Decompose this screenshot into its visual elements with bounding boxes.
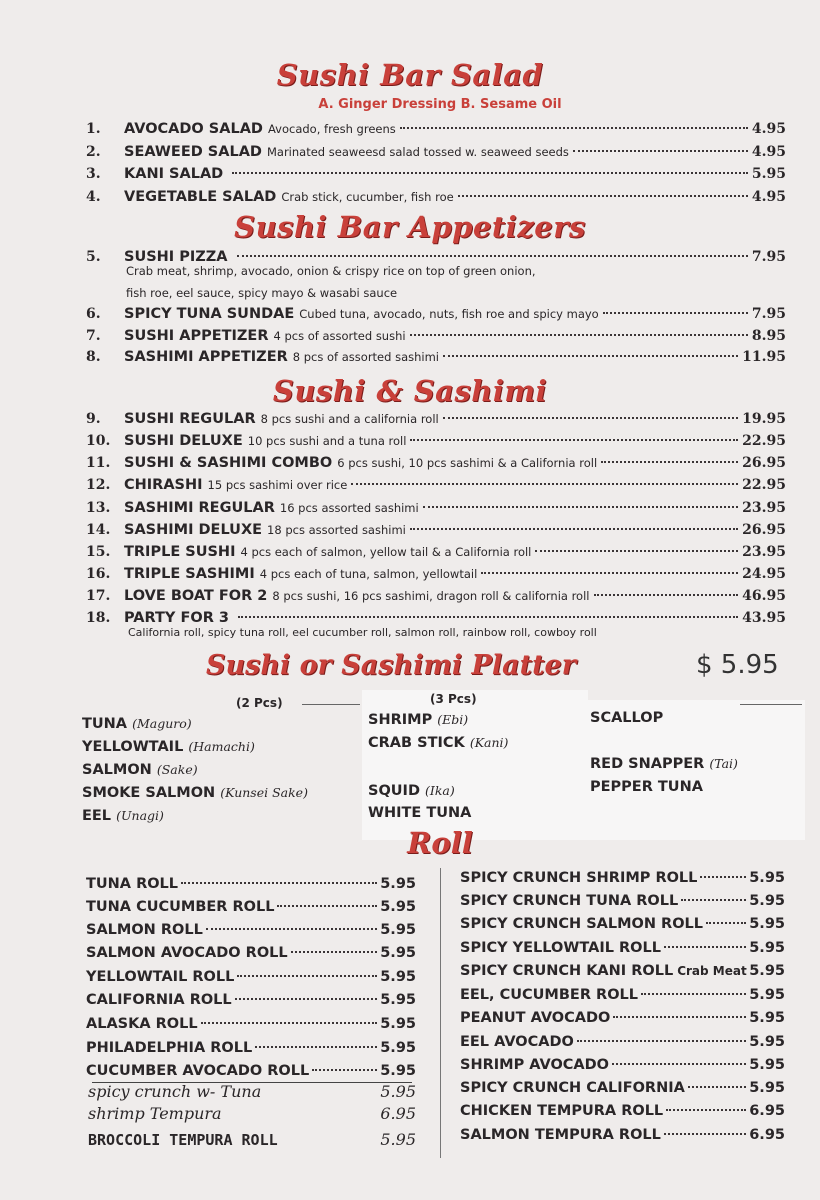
menu-item-row (86, 411, 786, 433)
roll-name: SALMON TEMPURA ROLL (460, 1127, 661, 1143)
platter-item (368, 712, 468, 728)
item-price: 4.95 (751, 144, 786, 160)
platter-item-japanese-name: (Tai) (709, 756, 738, 771)
dot-leader (688, 1086, 746, 1088)
dot-leader (255, 1046, 377, 1048)
handwritten-roll-row (88, 1082, 416, 1104)
roll-price: 5.95 (749, 940, 785, 956)
item-name: SPICY TUNA SUNDAE (124, 306, 295, 322)
item-number: 4. (86, 189, 101, 205)
item-price: 46.95 (742, 588, 786, 604)
item-name: SASHIMI APPETIZER (124, 349, 288, 365)
roll-name: EEL AVOCADO (460, 1034, 574, 1050)
roll-name: ALASKA ROLL (86, 1016, 198, 1032)
item-description: 8 pcs of assorted sashimi (292, 350, 439, 364)
roll-item-row (86, 876, 416, 898)
item-number: 5. (86, 249, 101, 265)
item-number: 18. (86, 610, 111, 626)
handwritten-roll-price: 5.95 (380, 1082, 416, 1101)
roll-name: TUNA ROLL (86, 876, 179, 892)
item-price: 7.95 (751, 306, 786, 322)
item-description: Avocado, fresh greens (267, 122, 396, 136)
item-name: SUSHI DELUXE (124, 433, 243, 449)
item-number: 10. (86, 433, 111, 449)
item-description: 4 pcs each of salmon, yellow tail & a California roll (240, 545, 532, 559)
dot-leader (291, 951, 378, 953)
item-description: 4 pcs each of tuna, salmon, yellowtail (259, 567, 478, 581)
menu-item-row (86, 349, 786, 371)
platter-item-name: SCALLOP (590, 710, 664, 726)
item-name: PARTY FOR 3 (124, 610, 230, 626)
roll-name: SPICY CRUNCH TUNA ROLL (460, 893, 679, 909)
item-number: 13. (86, 500, 111, 516)
menu-item-row (86, 121, 786, 143)
item-price: 24.95 (742, 566, 786, 582)
dot-leader (577, 1040, 746, 1042)
roll-item-row (460, 1127, 785, 1149)
menu-item-row (86, 566, 786, 588)
roll-price: 5.95 (380, 1016, 416, 1032)
platter-item-name: SHRIMP (368, 712, 433, 728)
menu-item-row (86, 306, 786, 328)
dot-leader (573, 150, 748, 152)
roll-name: PHILADELPHIA ROLL (86, 1040, 253, 1056)
item-number: 14. (86, 522, 111, 538)
section-title-salad: Sushi Bar Salad (276, 58, 544, 92)
dot-leader (181, 882, 377, 884)
item-number: 17. (86, 588, 111, 604)
item-description: 18 pcs assorted sashimi (267, 523, 406, 537)
platter-item (368, 735, 508, 751)
platter-item-japanese-name: (Unagi) (116, 808, 164, 823)
item-name: KANI SALAD (124, 166, 224, 182)
pizza-description-line-1: Crab meat, shrimp, avocado, onion & crispy rice on top of green onion, (126, 264, 536, 278)
platter-item (590, 756, 738, 772)
item-price: 23.95 (742, 500, 786, 516)
dot-leader (700, 876, 746, 878)
menu-item-row (86, 433, 786, 455)
item-description: Cubed tuna, avocado, nuts, fish roe and spicy mayo (299, 307, 599, 321)
roll-price: 5.95 (380, 1063, 416, 1079)
platter-item-name: YELLOWTAIL (82, 739, 184, 755)
menu-item-row (86, 189, 786, 211)
two-pieces-label: (2 Pcs) (236, 696, 283, 710)
platter-item-name: WHITE TUNA (368, 805, 472, 821)
dot-leader (235, 998, 378, 1000)
roll-item-row (460, 1080, 785, 1102)
item-name: VEGETABLE SALAD (124, 189, 277, 205)
platter-item-japanese-name: (Ika) (425, 783, 455, 798)
dot-leader (681, 899, 746, 901)
dot-leader (443, 355, 738, 357)
roll-price: 5.95 (749, 1034, 785, 1050)
roll-item-row (460, 940, 785, 962)
roll-price: 5.95 (749, 916, 785, 932)
item-price: 19.95 (742, 411, 786, 427)
item-description: Marinated seaweesd salad tossed w. seaweed seeds (266, 145, 569, 159)
item-number: 7. (86, 328, 101, 344)
platter-item (82, 808, 164, 824)
roll-item-row (460, 1010, 785, 1032)
roll-item-row (460, 1034, 785, 1056)
item-price: 43.95 (742, 610, 786, 626)
item-number: 6. (86, 306, 101, 322)
platter-item-name: SMOKE SALMON (82, 785, 216, 801)
dot-leader (603, 312, 748, 314)
item-number: 3. (86, 166, 101, 182)
dot-leader (481, 572, 738, 574)
roll-item-row (460, 963, 785, 985)
menu-item-row (86, 544, 786, 566)
roll-price: 5.95 (380, 945, 416, 961)
platter-item (82, 785, 308, 801)
roll-item-row (460, 987, 785, 1009)
platter-item-japanese-name: (Kani) (469, 735, 509, 750)
dot-leader (641, 993, 746, 995)
dot-leader (664, 946, 746, 948)
roll-name: SALMON AVOCADO ROLL (86, 945, 288, 961)
section-title-sushi-sashimi: Sushi & Sashimi (272, 374, 548, 408)
platter-item-japanese-name: (Ebi) (437, 712, 469, 727)
section-title-appetizers: Sushi Bar Appetizers (234, 210, 586, 244)
platter-item-name: SQUID (368, 783, 420, 799)
dot-leader (277, 905, 377, 907)
section-title-platter: Sushi or Sashimi Platter (206, 650, 576, 681)
item-number: 16. (86, 566, 111, 582)
roll-price: 5.95 (749, 1057, 785, 1073)
dot-leader (410, 439, 738, 441)
dot-leader (666, 1109, 746, 1111)
roll-item-row (86, 1040, 416, 1062)
platter-item-name: EEL (82, 808, 112, 824)
handwritten-roll-name: shrimp Tempura (88, 1104, 222, 1123)
roll-item-row (460, 893, 785, 915)
three-pieces-label: (3 Pcs) (430, 692, 477, 706)
item-name: CHIRASHI (124, 477, 203, 493)
menu-item-row (86, 455, 786, 477)
dot-leader (206, 928, 377, 930)
roll-item-row (86, 899, 416, 921)
item-price: 8.95 (751, 328, 786, 344)
roll-price: 5.95 (380, 1040, 416, 1056)
dot-leader (423, 506, 738, 508)
platter-item-japanese-name: (Sake) (156, 762, 198, 777)
menu-item-row (86, 144, 786, 166)
item-description: 8 pcs sushi, 16 pcs sashimi, dragon roll & california roll (272, 589, 590, 603)
menu-item-row (86, 166, 786, 188)
roll-price: 6.95 (749, 1127, 785, 1143)
dot-leader (237, 975, 377, 977)
item-description: 6 pcs sushi, 10 pcs sashimi & a California roll (337, 456, 598, 470)
roll-price: 5.95 (749, 1080, 785, 1096)
handwritten-roll-row (88, 1104, 416, 1126)
roll-name: CALIFORNIA ROLL (86, 992, 232, 1008)
roll-name: SPICY YELLOWTAIL ROLL (460, 940, 661, 956)
item-price: 7.95 (751, 249, 786, 265)
item-name: SUSHI REGULAR (124, 411, 256, 427)
platter-item-japanese-name: (Maguro) (132, 716, 192, 731)
pizza-description-line-2: fish roe, eel sauce, spicy mayo & wasabi sauce (126, 286, 398, 300)
roll-item-row (460, 1103, 785, 1125)
dot-leader (612, 1063, 746, 1065)
dot-leader (201, 1022, 378, 1024)
item-name: SUSHI PIZZA (124, 249, 228, 265)
section-title-roll: Roll (407, 826, 473, 860)
roll-price: 5.95 (380, 992, 416, 1008)
platter-item-name: TUNA (82, 716, 128, 732)
item-name: TRIPLE SASHIMI (124, 566, 255, 582)
item-price: 4.95 (751, 121, 786, 137)
item-number: 8. (86, 349, 101, 365)
roll-name: SPICY CRUNCH CALIFORNIA (460, 1080, 685, 1096)
dot-leader (458, 195, 748, 197)
item-name: SEAWEED SALAD (124, 144, 262, 160)
item-number: 11. (86, 455, 111, 471)
handwritten-roll-price: 6.95 (380, 1104, 416, 1123)
item-number: 9. (86, 411, 101, 427)
item-price: 26.95 (742, 455, 786, 471)
roll-name: CHICKEN TEMPURA ROLL (460, 1103, 664, 1119)
dot-leader (613, 1016, 746, 1018)
platter-item-name: SALMON (82, 762, 152, 778)
item-name: SUSHI APPETIZER (124, 328, 269, 344)
roll-price: 5.95 (749, 893, 785, 909)
dot-leader (238, 616, 738, 618)
platter-item (82, 762, 198, 778)
roll-name: PEANUT AVOCADO (460, 1010, 611, 1026)
dot-leader (232, 172, 748, 174)
dot-leader (410, 528, 738, 530)
roll-name: YELLOWTAIL ROLL (86, 969, 235, 985)
menu-item-row (86, 500, 786, 522)
menu-item-row (86, 522, 786, 544)
platter-item-name: RED SNAPPER (590, 756, 705, 772)
item-name: TRIPLE SUSHI (124, 544, 236, 560)
dot-leader (601, 461, 738, 463)
item-price: 26.95 (742, 522, 786, 538)
roll-item-row (460, 1057, 785, 1079)
divider-line (740, 704, 802, 705)
item-price: 22.95 (742, 433, 786, 449)
roll-name: SPICY CRUNCH SALMON ROLL (460, 916, 704, 932)
roll-item-row (86, 945, 416, 967)
roll-name: SPICY CRUNCH KANI ROLL (460, 963, 674, 979)
roll-item-row (86, 992, 416, 1014)
roll-price: 5.95 (380, 899, 416, 915)
item-number: 12. (86, 477, 111, 493)
item-description: Crab stick, cucumber, fish roe (281, 190, 454, 204)
item-price: 22.95 (742, 477, 786, 493)
item-price: 11.95 (742, 349, 786, 365)
roll-name: SALMON ROLL (86, 922, 203, 938)
item-number: 1. (86, 121, 101, 137)
platter-item (82, 716, 192, 732)
handwritten-roll-row (88, 1130, 416, 1152)
roll-price: 5.95 (749, 987, 785, 1003)
dot-leader (594, 594, 739, 596)
dot-leader (237, 255, 748, 257)
roll-item-row (460, 870, 785, 892)
item-name: SASHIMI REGULAR (124, 500, 275, 516)
item-price: 4.95 (751, 189, 786, 205)
item-number: 15. (86, 544, 111, 560)
item-name: SUSHI & SASHIMI COMBO (124, 455, 333, 471)
divider-line (302, 704, 360, 705)
roll-name: CUCUMBER AVOCADO ROLL (86, 1063, 310, 1079)
roll-name: SHRIMP AVOCADO (460, 1057, 610, 1073)
roll-price: 5.95 (380, 969, 416, 985)
dressing-options: A. Ginger Dressing B. Sesame Oil (318, 97, 562, 112)
roll-item-row (86, 1016, 416, 1038)
item-description: 10 pcs sushi and a tuna roll (247, 434, 407, 448)
item-price: 23.95 (742, 544, 786, 560)
item-name: SASHIMI DELUXE (124, 522, 263, 538)
dot-leader (410, 334, 748, 336)
roll-price: 5.95 (380, 876, 416, 892)
dot-leader (400, 127, 748, 129)
item-description: 4 pcs of assorted sushi (273, 329, 406, 343)
roll-price: 5.95 (380, 922, 416, 938)
roll-item-row (86, 922, 416, 944)
platter-item-japanese-name: (Hamachi) (188, 739, 255, 754)
platter-item-japanese-name: (Kunsei Sake) (220, 785, 308, 800)
roll-name: TUNA CUCUMBER ROLL (86, 899, 275, 915)
item-description: 8 pcs sushi and a california roll (260, 412, 439, 426)
roll-description: Crab Meat (677, 964, 747, 978)
platter-item (590, 779, 703, 795)
item-name: LOVE BOAT FOR 2 (124, 588, 268, 604)
roll-price: 5.95 (749, 1010, 785, 1026)
handwritten-roll-name: spicy crunch w- Tuna (88, 1082, 262, 1101)
roll-item-row (86, 969, 416, 991)
dot-leader (535, 550, 738, 552)
platter-item (368, 805, 471, 821)
dot-leader (706, 922, 746, 924)
platter-item (82, 739, 255, 755)
item-number: 2. (86, 144, 101, 160)
handwritten-roll-price: 5.95 (380, 1130, 416, 1149)
platter-item (368, 783, 455, 799)
dot-leader (351, 483, 738, 485)
party-description: California roll, spicy tuna roll, eel cucumber roll, salmon roll, rainbow roll, cowboy roll (128, 626, 597, 639)
roll-name: EEL, CUCUMBER ROLL (460, 987, 639, 1003)
roll-price: 5.95 (749, 870, 785, 886)
item-description: 16 pcs assorted sashimi (279, 501, 419, 515)
roll-name: SPICY CRUNCH SHRIMP ROLL (460, 870, 698, 886)
dot-leader (443, 417, 738, 419)
handwritten-roll-name: BROCCOLI TEMPURA ROLL (88, 1131, 278, 1149)
roll-price: 5.95 (749, 963, 785, 979)
roll-item-row (460, 916, 785, 938)
item-description: 15 pcs sashimi over rice (207, 478, 348, 492)
platter-item-name: PEPPER TUNA (590, 779, 703, 795)
dot-leader (664, 1133, 746, 1135)
item-price: 5.95 (751, 166, 786, 182)
menu-item-row (86, 477, 786, 499)
menu-item-row (86, 328, 786, 350)
platter-price: $ 5.95 (696, 650, 779, 680)
platter-item (590, 710, 663, 726)
dot-leader (312, 1069, 377, 1071)
platter-item-name: CRAB STICK (368, 735, 465, 751)
item-name: AVOCADO SALAD (124, 121, 263, 137)
roll-price: 6.95 (749, 1103, 785, 1119)
column-divider (440, 868, 441, 1158)
menu-item-row (86, 588, 786, 610)
